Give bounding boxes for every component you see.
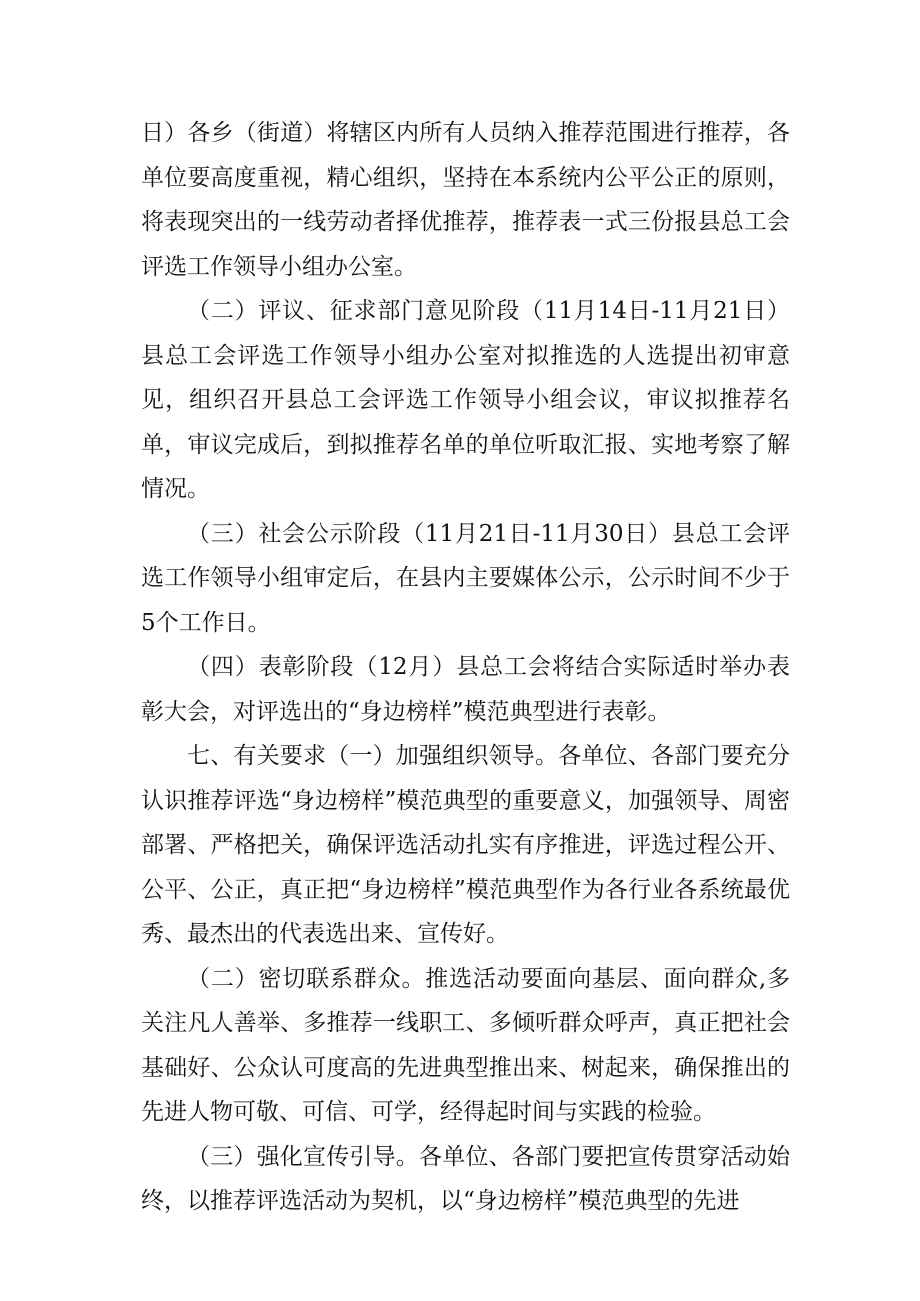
paragraph-4: （四）表彰阶段（12月）县总工会将结合实际适时举办表彰大会，对评选出的“身边榜样”模范典型进行表彰。 <box>141 654 790 725</box>
paragraph-6: （二）密切联系群众。推选活动要面向基层、面向群众,多关注凡人善举、多推荐一线职工、多倾听群众呼声，真正把社会基础好、公众认可度高的先进典型推出来、树起来，确保推出的先进人物可敬、可信、可学，经得起时间与实践的检验。 <box>141 965 790 1125</box>
paragraph-1: 日）各乡（街道）将辖区内所有人员纳入推荐范围进行推荐，各单位要高度重视，精心组织，坚持在本系统内公平公正的原则，将表现突出的一线劳动者择优推荐，推荐表一式三份报县总工会评选工作领导小组办公室。 <box>141 120 790 280</box>
paragraph-3: （三）社会公示阶段（11月21日-11月30日）县总工会评选工作领导小组审定后，在县内主要媒体公示，公示时间不少于5个工作日。 <box>141 520 790 636</box>
document-body <box>141 111 790 1224</box>
paragraph-2: （二）评议、征求部门意见阶段（11月14日-11月21日）县总工会评选工作领导小组办公室对拟推选的人选提出初审意见，组织召开县总工会评选工作领导小组会议，审议拟推荐名单，审议完成后，到拟推荐名单的单位听取汇报、实地考察了解情况。 <box>141 298 790 502</box>
paragraph-5: 七、有关要求（一）加强组织领导。各单位、各部门要充分认识推荐评选“身边榜样”模范典型的重要意义，加强领导、周密部署、严格把关，确保评选活动扎实有序推进，评选过程公开、公平、公正，真正把“身边榜样”模范典型作为各行业各系统最优秀、最杰出的代表选出来、宣传好。 <box>141 743 790 947</box>
paragraph-7: （三）强化宣传引导。各单位、各部门要把宣传贯穿活动始终，以推荐评选活动为契机，以“身边榜样”模范典型的先进 <box>141 1143 790 1214</box>
